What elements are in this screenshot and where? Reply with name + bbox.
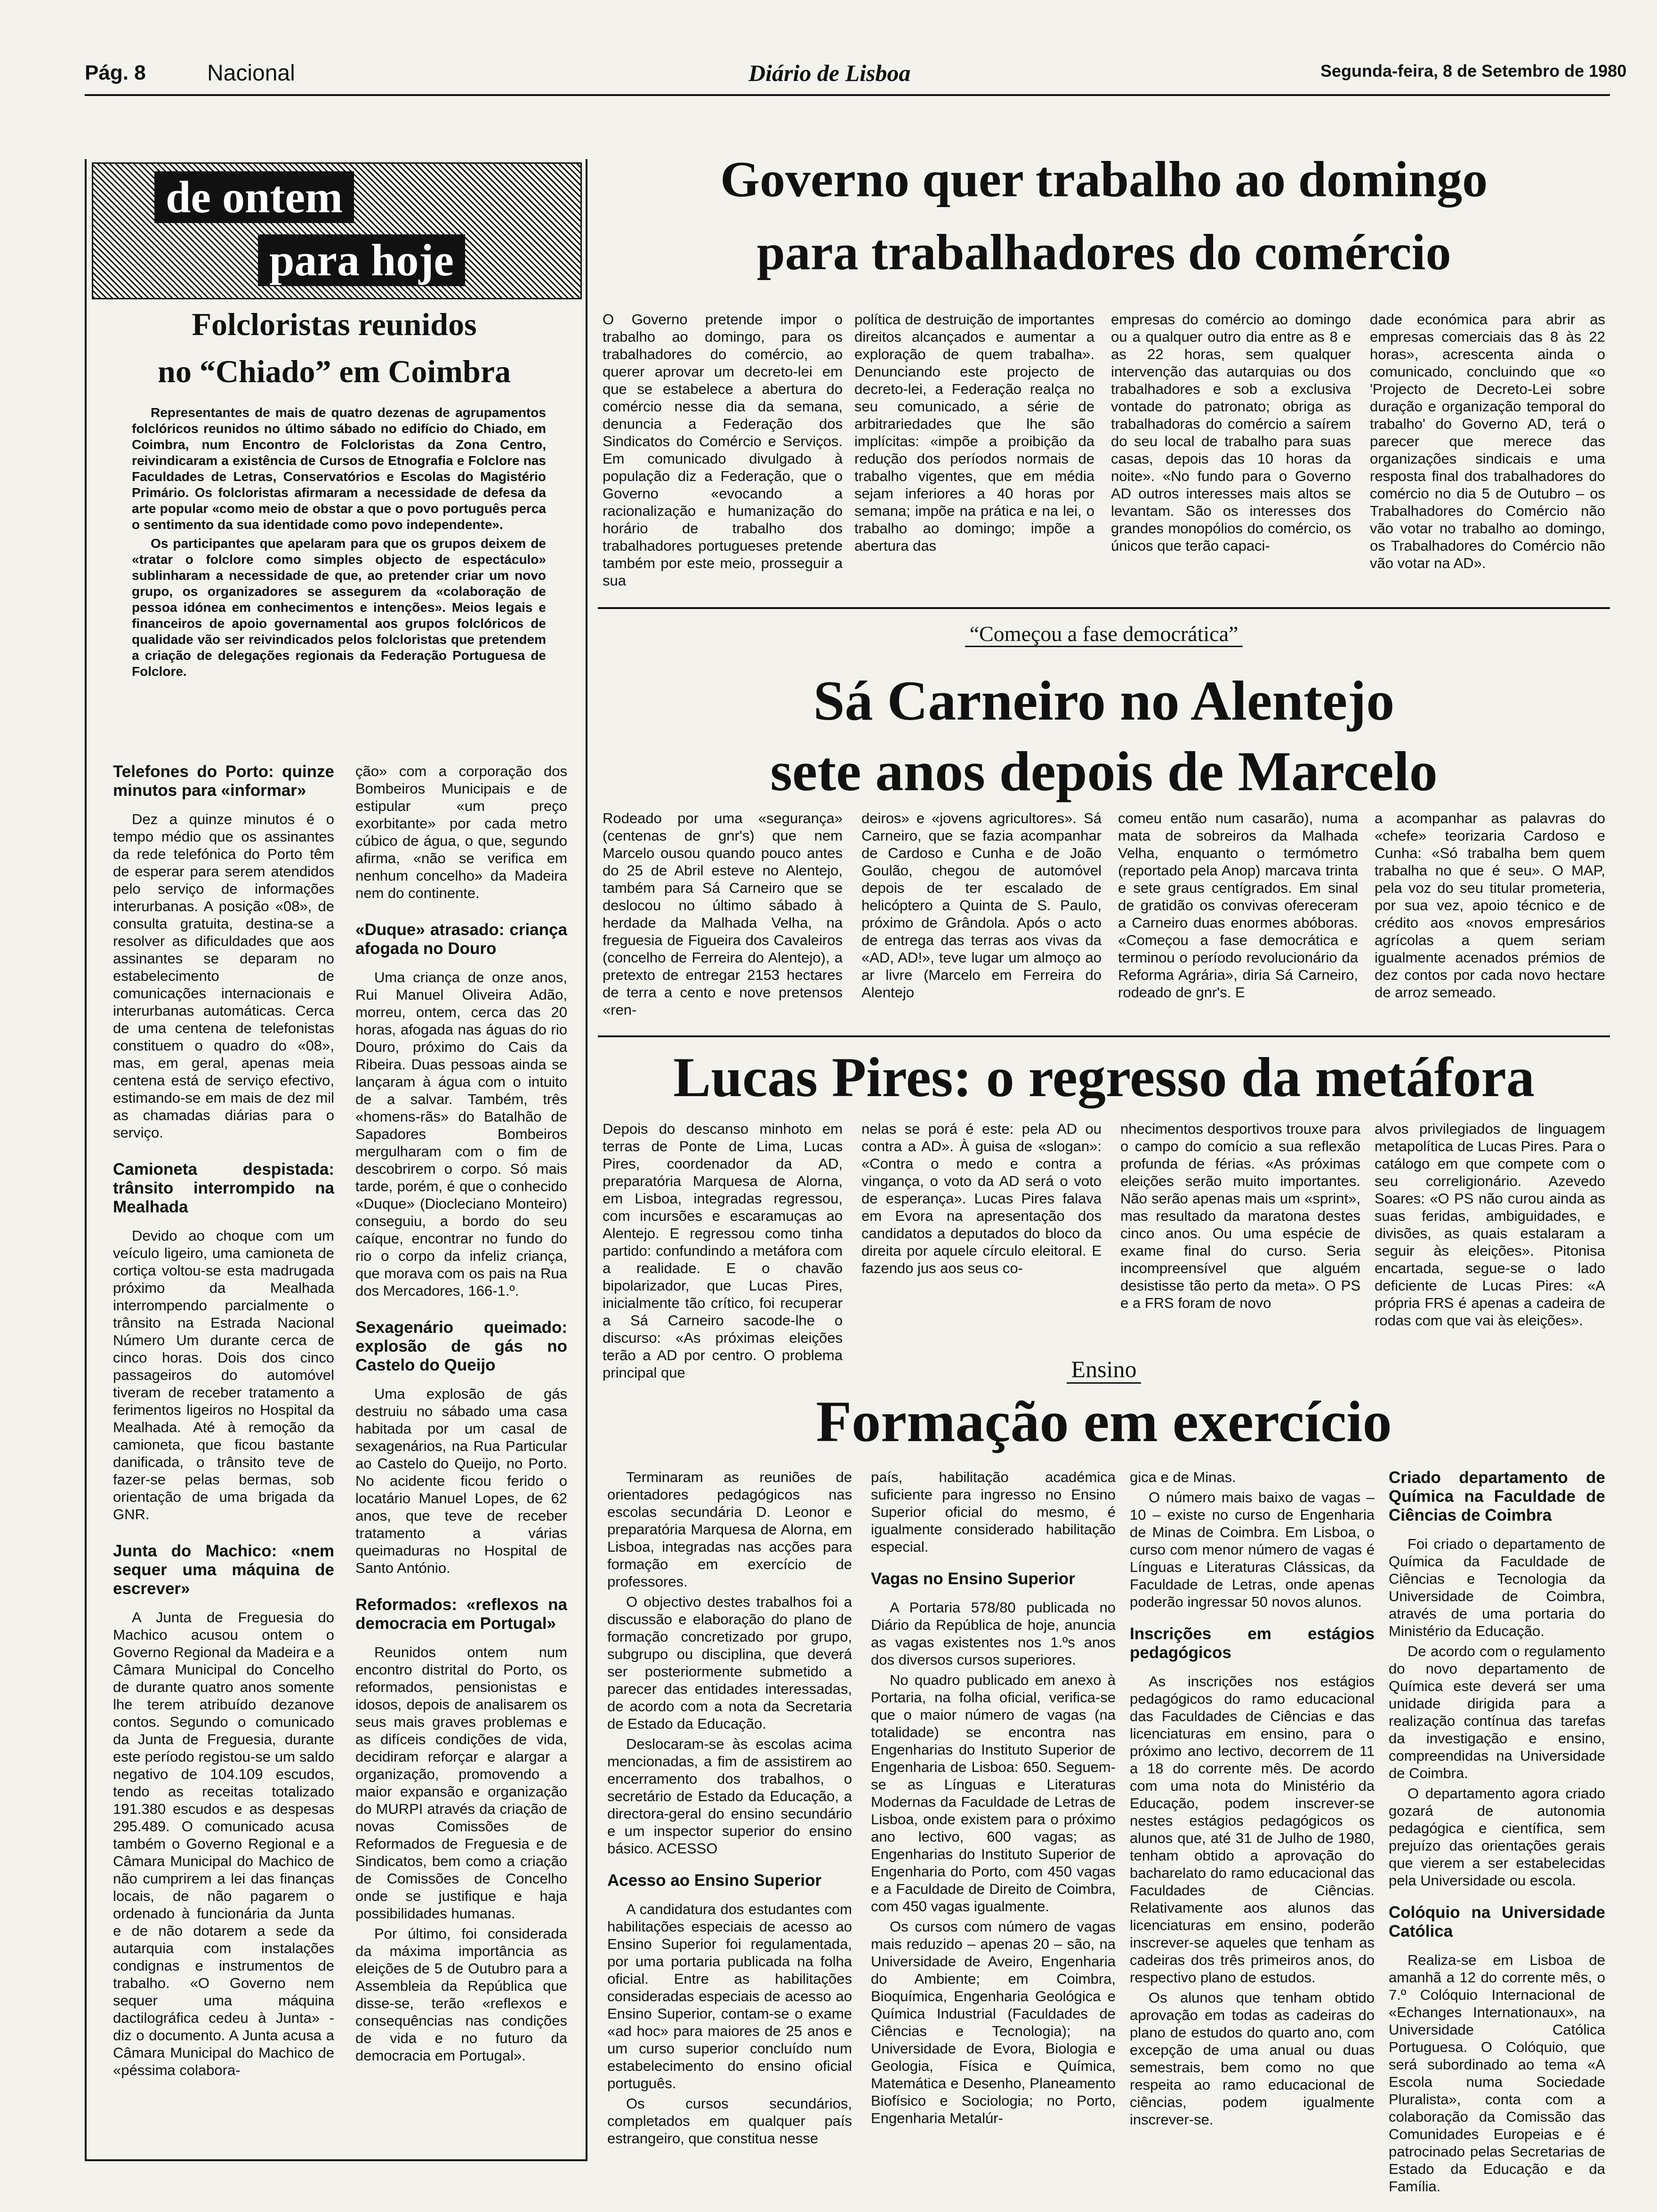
article1-col: dade económica para abrir as empresas comerciais das 8 às 22 horas», acrescenta ainda o comunicado, concluindo que «o 'Projecto de Decreto-Lei sobre duração e organização temporal do trabalho' do Governo AD, terá o parecer que merece das organizações sindicais e uma resposta final dos trabalhadores do comércio no dia 5 de Outubro – os Trabalhadores do Comércio não vão votar no trabalho ao domingo, os Trabalhadores do Comércio não vão votar na AD». (1370, 311, 1605, 571)
divider (598, 1035, 1610, 1037)
article4-paragraph: A Portaria 578/80 publicada no Diário da República de hoje, anuncia as vagas existentes nos 1.ºs anos dos diversos cursos superiores. (871, 1599, 1116, 1668)
article4-paragraph: Foi criado o departamento de Química da Faculdade de Ciências e Tecnologia da Universidade de Coimbra, através de uma portaria do Ministério da Educação. (1389, 1536, 1605, 1639)
article4-paragraph: A candidatura dos estudantes com habilitações especiais de acesso ao Ensino Superior foi regulamentada, por uma portaria publicada na folha oficial. Entre as habilitações consideradas especiais de acesso ao Ensino Superior, contam-se o exame «ad hoc» para maiores de 25 anos e um curso superior concluído num estabelecimento do ensino oficial português. (607, 1901, 852, 2092)
article4-paragraph: Os alunos que tenham obtido aprovação em todas as cadeiras do plano de estudos do quarto ano, com excepção de uma anual ou duas semestrais, bem como no que respeita ao ramo educacional de ciências, podem igualmente inscrever-se. (1130, 1989, 1375, 2128)
article1-col: empresas do comércio ao domingo ou a qualquer outro dia entre as 8 e as 22 horas, sem qualquer intervenção das autarquias ou dos trabalhadores e sob a exclusiva vontade do patronato; obriga as trabalhadoras do comércio a saírem do seu local de trabalho para suas casas, depois das 10 horas da noite». «No fundo para o Governo AD outros interesses mais altos se levantam. São os interesses dos grandes monopólios do comércio, os únicos que terão capaci- (1111, 311, 1351, 554)
article4-paragraph: O departamento agora criado gozará de autonomia pedagógica e científica, sem prejuízo das orientações gerais que vierem a ser estabelecidas pela Universidade ou escola. (1389, 1785, 1605, 1889)
article4-paragraph: Realiza-se em Lisboa de amanhã a 12 do corrente mês, o 7.º Colóquio Internacional de «Echanges Internationaux», na Universidade Católica Portuguesa. O Colóquio, que será subordinado ao tema «A Escola numa Sociedade Pluralista», conta com a colaboração da Comissão das Comunidades Europeias e é patrocinado pelas Secretarias de Estado da Educação e da Família. (1389, 1952, 1605, 2195)
brief-paragraph: Uma criança de onze anos, Rui Manuel Oliveira Adão, morreu, ontem, cerca das 20 horas, afogada nas águas do rio Douro, próximo do Cais da Ribeira. Duas pessoas ainda se lançaram à água com o intuito de a salvar. Também, três «homens-rãs» do Batalhão de Sapadores Bombeiros mergulharam com o fim de descobrirem o corpo. Só mais tarde, porém, é que o conhecido «Duque» (Diocleciano Monteiro) conseguiu, a bordo do seu caíque, encontrar no fundo do rio o corpo da infeliz criança, que morava com os pais na Rua dos Mercadores, 166-1.º. (355, 969, 567, 1299)
article2-col: comeu então num casarão), numa mata de sobreiros da Malhada Velha, enquanto o termómetro (reportado pela Anop) marcava trinta e sete graus centígrados. Em sinal de gratidão os convivas ofereceram a Carneiro duas enormes abóboras. «Começou a fase democrática e terminou o período revolucionário da Reforma Agrária», diria Sá Carneiro, rodeado de gnr's. E (1118, 810, 1358, 1001)
article4-paragraph: Os cursos com número de vagas mais reduzido – apenas 20 – são, na Universidade de Aveiro, Engenharia do Ambiente; em Coimbra, Bioquímica, Engenharia Geológica e Química Industrial (Faculdades de Ciências e Tecnologia); na Universidade de Evora, Biologia e Geologia, Física e Química, Matemática e Desenho, Planeamento Biofísico e Sociologia; no Porto, Engenharia Metalúr- (871, 1918, 1116, 2126)
brief-paragraph: Reunidos ontem num encontro distrital do Porto, os reformados, pensionistas e idosos, depois de analisarem os seus mais graves problemas e as difíceis condições de vida, decidiram reforçar e alargar a organização, promovendo a maior expansão e organização do MURPI através da criação de novas Comissões de Reformados de Freguesia e de Sindicatos, bem como a criação de Comissões de Concelho onde se justifique e haja possibilidades humanas. (355, 1644, 567, 1922)
article2-col: Rodeado por uma «segurança» (centenas de gnr's) que nem Marcelo ousou quando pouco antes do 25 de Abril esteve no Alentejo, também para Sá Carneiro que se deslocou no último sábado à herdade da Malhada Velha, na freguesia de Figueira dos Cavaleiros (concelho de Ferreira do Alentejo), a pretexto de entregar 2153 hectares de terra a cento e nove pretensos «ren- (603, 810, 843, 1018)
article4-kicker (598, 1355, 1610, 1383)
article1-col: política de destruição de importantes direitos alcançados e aumentar a exploração de quem trabalha». Denunciando este projecto de decreto-lei, a Federação realça no seu comunicado, a série de arbitrariedades que lhe são implícitas: «impõe a proibição da redução dos períodos normais de trabalho vigentes, que em média sejam inferiores a 40 horas por semana; impõe na prática e na lei, o trabalho ao domingo; impõe a abertura das (854, 311, 1094, 554)
brief-paragraph: A Junta de Freguesia do Machico acusou ontem o Governo Regional da Madeira e a Câmara Municipal do Concelho de durante quatro anos somente lhe terem atribuído dezanove contos. Segundo o comunicado da Junta de Freguesia, durante este período registou-se um saldo negativo de 104.109 escudos, tendo as receitas totalizado 191.380 escudos e as despesas 295.489. O comunicado acusa também o Governo Regional e a Câmara Municipal do Machico de não cumprirem a lei das finanças locais, de não pagarem o ordenado à funcionária da Junta e de não dotarem a sede da autarquia com instalações condignas e instrumentos de trabalho. «O Governo nem sequer uma máquina dactilográfica cedeu à Junta» - diz o documento. A Junta acusa a Câmara Municipal do Machico de «péssima colabora- (113, 1609, 334, 2078)
page-number: Pág. 8 (85, 61, 146, 84)
section-name: Nacional (207, 61, 295, 86)
divider (598, 607, 1610, 609)
issue-date: Segunda-feira, 8 de Setembro de 1980 (1320, 61, 1627, 80)
article4-col-1 (607, 1468, 852, 2156)
brief-title: Reformados: «reflexos na democracia em Portugal» (355, 1595, 567, 1633)
article2-col: a acompanhar as palavras do «chefe» teorizaria Cardoso e Cunha: «Só trabalha bem quem trabalha no que é seu». O MAP, pela voz do seu titular prometeria, por sua vez, apoio técnico e de crédito aos «novos empresários agrícolas a quem seriam igualmente acenados prémios de dez contos por cada novo hectare de arroz semeado. (1375, 810, 1605, 1001)
article1-headline-1: Governo quer trabalho ao domingo (720, 152, 1488, 208)
article1-col: O Governo pretende impor o trabalho ao domingo, para os trabalhadores do comércio, ao querer aprovar um decreto-lei em que se estabelece a abertura do comércio nesse dia da semana, denuncia a Federação dos Sindicatos do Comércio e Serviços. Em comunicado divulgado à população diz a Federação, que o Governo «evocando a racionalização e humanização do horário de trabalho dos trabalhadores portugueses pretende também por este meio, prosseguir a sua (603, 311, 843, 589)
folk-headline-2: no “Chiado” em Coimbra (158, 353, 511, 389)
article4-paragraph: Os cursos secundários, completados em qualquer país estrangeiro, que constitua nesse (607, 2095, 852, 2147)
article4-paragraph: país, habilitação académica suficiente para ingresso no Ensino Superior oficial do mesmo, é igualmente considerado habilitação especial. (871, 1469, 1116, 1555)
article4-paragraph: O número mais baixo de vagas – 10 – existe no curso de Engenharia de Minas de Coimbra. Em Lisboa, o curso com menor número de vagas é Línguas e Literaturas Clássicas, da Faculdade de Letras, onde apenas poderão ingressar 50 novos alunos. (1130, 1489, 1375, 1610)
folk-body (132, 405, 546, 725)
header-rule (85, 94, 1610, 96)
article4-subhead: Vagas no Ensino Superior (871, 1570, 1075, 1588)
article3-col: Depois do descanso minhoto em terras de Ponte de Lima, Lucas Pires, coordenador da AD, preparatória Marquesa de Alorna, em Lisboa, integradas regressou, com incursões e escaramuças ao Alentejo. E regressou como tinha partido: confundindo a metáfora com a realidade. E o chavão bipolarizador, que Lucas Pires, inicialmente tão crítico, foi recuperar a Sá Carneiro sacode-lhe o discurso: «As próximas eleições terão a AD por centro. O problema principal que (603, 1121, 843, 1381)
article2-headline-2: sete anos depois de Marcelo (770, 740, 1438, 802)
brief-paragraph: ção» com a corporação dos Bombeiros Municipais e de estipular «um preço exorbitante» por cada metro cúbico de água, o que, segundo afirma, «não se verifica em nenhum concelho» da Madeira nem do continente. (355, 763, 567, 901)
article4-subhead: Criado departamento de Química na Faculdade de Ciências de Coimbra (1389, 1468, 1605, 1524)
masthead: Diário de Lisboa (748, 60, 911, 86)
article1-headline-2: para trabalhadores do comércio (756, 224, 1451, 281)
article2-kicker-text: “Começou a fase democrática” (965, 622, 1243, 647)
brief-paragraph: Devido ao choque com um veículo ligeiro, uma camioneta de cortiça voltou-se esta madrugada próximo da Mealhada interrompendo parcialmente o trânsito na Estrada Nacional Número Um durante cerca de cinco horas. Dois dos cinco passageiros do automóvel tiveram de receber tratamento a ferimentos ligeiros no Hospital da Mealhada. Até à remoção da camioneta, que ficou bastante danificada, o trânsito teve de fazer-se pelas bermas, sob orientação de uma brigada da GNR. (113, 1227, 334, 1523)
article4-paragraph: As inscrições nos estágios pedagógicos do ramo educacional das Faculdades de Ciências e das licenciaturas em ensino, para o próximo ano lectivo, decorrem de 11 a 18 do corrente mês. De acordo com uma nota do Ministério da Educação, podem inscrever-se nestes estágios pedagógicos os alunos que, até 31 de Julho de 1980, tenham obtido a aprovação do bacharelato do ramo educacional das Faculdades de Ciências. Relativamente aos alunos das licenciaturas em ensino, poderão inscrever-se aqueles que tenham as cadeiras dos três primeiros anos, do respectivo plano de estudos. (1130, 1673, 1375, 1986)
left-brief-col-1 (113, 762, 334, 2156)
article4-kicker-text: Ensino (1067, 1356, 1142, 1384)
folk-paragraph: Representantes de mais de quatro dezenas de agrupamentos folclóricos reunidos no último sábado no edifício do Chiado, em Coimbra, num Encontro de Folcloristas da Zona Centro, reivindicaram a existência de Cursos de Etnografia e Folclore nas Faculdades de Letras, Conservatórios e Escolas do Magistério Primário. Os folcloristas afirmaram a necessidade de defesa da arte popular «como meio de obstar a que o povo português perca o sentimento da sua identidade como povo independente». (132, 405, 546, 532)
section-banner (92, 162, 582, 299)
article4-paragraph: O objectivo destes trabalhos foi a discussão e elaboração do plano de formação concretizado por grupo, subgrupo ou disciplina, que deverá ser posteriormente submetido a parecer das entidades interessadas, de acordo com a nota da Secretaria de Estado da Educação. (607, 1594, 852, 1732)
article4-col-3 (1130, 1468, 1375, 2156)
brief-paragraph: Uma explosão de gás destruiu no sábado uma casa habitada por um casal de sexagenários, na Rua Particular ao Castelo do Queijo, no Porto. No acidente ficou ferido o locatário Manuel Lopes, de 62 anos, que teve de receber tratamento a várias queimaduras no Hospital de Santo António. (355, 1386, 567, 1576)
banner-line-1: de ontem (154, 171, 354, 223)
article4-paragraph: De acordo com o regulamento do novo departamento de Química este deverá ser uma unidade dirigida para a realização contínua das tarefas da investigação e ensino, compreendidas na Universidade de Coimbra. (1389, 1643, 1605, 1781)
brief-title: Telefones do Porto: quinze minutos para «informar» (113, 762, 334, 800)
article2-kicker (598, 621, 1610, 646)
brief-title: Junta do Machico: «nem sequer uma máquina de escrever» (113, 1542, 334, 1598)
article3-headline: Lucas Pires: o regresso da metáfora (673, 1046, 1535, 1108)
article4-col-4 (1389, 1468, 1605, 2195)
brief-paragraph: Por último, foi considerada da máxima importância as eleições de 5 de Outubro para a Assembleia da República que disse-se, terão «reflexos e consequências nas condições de vida e no futuro da democracia em Portugal». (355, 1925, 567, 2064)
article4-subhead: Inscrições em estágios pedagógicos (1130, 1625, 1375, 1662)
brief-title: Sexagenário queimado: explosão de gás no Castelo do Queijo (355, 1318, 567, 1374)
article2-headline-1: Sá Carneiro no Alentejo (813, 669, 1395, 732)
article4-subhead: Acesso ao Ensino Superior (607, 1871, 822, 1890)
article4-headline: Formação em exercício (816, 1389, 1392, 1454)
brief-paragraph: Dez a quinze minutos é o tempo médio que os assinantes da rede telefónica do Porto têm de esperar para serem atendidos pelo serviço de informações interurbanas. A posição «08», de consulta gratuita, destina-se a resolver as dificuldades que aos assinantes se deparam no estabelecimento de comunicações internacionais e interurbanas automáticas. Cerca de uma centena de telefonistas constituem o quadro do «08», mas, em geral, apenas meia centena está de serviço efectivo, estimando-se em mais de dez mil as chamadas diárias para o serviço. (113, 811, 334, 1141)
left-brief-col-2 (355, 762, 567, 2156)
banner-line-2: para hoje (258, 234, 465, 286)
article4-paragraph: No quadro publicado em anexo à Portaria, na folha oficial, verifica-se que o maior número de vagas (na totalidade) se encontra nas Engenharias do Instituto Superior de Engenharia de Lisboa: 650. Seguem-se as Línguas e Literaturas Modernas da Faculdade de Letras de Lisboa, onde existem para o próximo ano lectivo, 600 vagas; as Engenharias do Instituto Superior de Engenharia do Porto, com 450 vagas e a Faculdade de Direito de Coimbra, com 450 vagas igualmente. (871, 1672, 1116, 1915)
brief-title: «Duque» atrasado: criança afogada no Douro (355, 921, 567, 958)
article4-col-2 (871, 1468, 1116, 2156)
article3-col: nhecimentos desportivos trouxe para o campo do comício a sua reflexão profunda de férias. «As próximas eleições serão muito importantes. Não serão apenas mais um «sprint», mas resultado da maratona destes cinco anos. Ou uma espécie de exame final do curso. Seria incompreensível que alguém desistisse tão perto da meta». O PS e a FRS foram de novo (1120, 1121, 1360, 1311)
brief-title: Camioneta despistada: trânsito interrompido na Mealhada (113, 1160, 334, 1216)
article4-paragraph: gica e de Minas. (1130, 1469, 1236, 1485)
article2-col: deiros» e «jovens agricultores». Sá Carneiro, que se fazia acompanhar de Cardoso e Cunha e de João Goulão, chegou de automóvel depois de ter escalado de helicóptero a Quinta de S. Paulo, próximo de Grândola. Após o acto de entrega das terras aos vivas da «AD, AD!», teve lugar um almoço ao ar livre (Marcelo em Ferreira do Alentejo (861, 810, 1102, 1001)
article4-paragraph: Deslocaram-se às escolas acima mencionadas, a fim de assistirem ao encerramento dos trabalhos, o secretário de Estado da Educação, a directora-geral do ensino secundário e um inspector superior do ensino básico. ACESSO (607, 1736, 852, 1857)
article3-col: alvos privilegiados de linguagem metapolítica de Lucas Pires. Para o catálogo em que compete com o seu correligionário. Azevedo Soares: «O PS não curou ainda as suas feridas, ambiguidades, e divisões, as quais estalaram a seguir às eleições». Pitonisa encartada, segue-se o lado deficiente de Lucas Pires: «A própria FRS é apenas a cadeira de rodas com que vai às eleições». (1375, 1121, 1605, 1329)
folk-paragraph: Os participantes que apelaram para que os grupos deixem de «tratar o folclore como simples objecto de espectáculo» sublinharam a necessidade de que, ao pretender criar um novo grupo, os organizadores se assegurem da «colaboração de pessoa idónea em conhecimentos e intenções». Meios legais e financeiros de apoio governamental aos grupos folclóricos de qualidade vão ser reivindicados pelos folcloristas que pretendem a criação de delegações regionais da Federação Portuguesa de Folclore. (132, 536, 546, 679)
article4-paragraph: Terminaram as reuniões de orientadores pedagógicos nas escolas secundária D. Leonor e preparatória Marquesa de Alorna, em Lisboa, integradas nas acções para formação em exercício de professores. (607, 1469, 852, 1590)
article4-subhead: Colóquio na Universidade Católica (1389, 1903, 1605, 1940)
article3-col: nelas se porá é este: pela AD ou contra a AD». À guisa de «slogan»: «Contra o medo e contra a vingança, o voto da AD será o voto de esperança». Lucas Pires falava em Evora na apresentação dos candidatos a deputados do bloco da direita por aquele círculo eleitoral. E fazendo jus aos seus co- (861, 1121, 1102, 1276)
folk-headline-1: Folcloristas reunidos (192, 306, 477, 342)
